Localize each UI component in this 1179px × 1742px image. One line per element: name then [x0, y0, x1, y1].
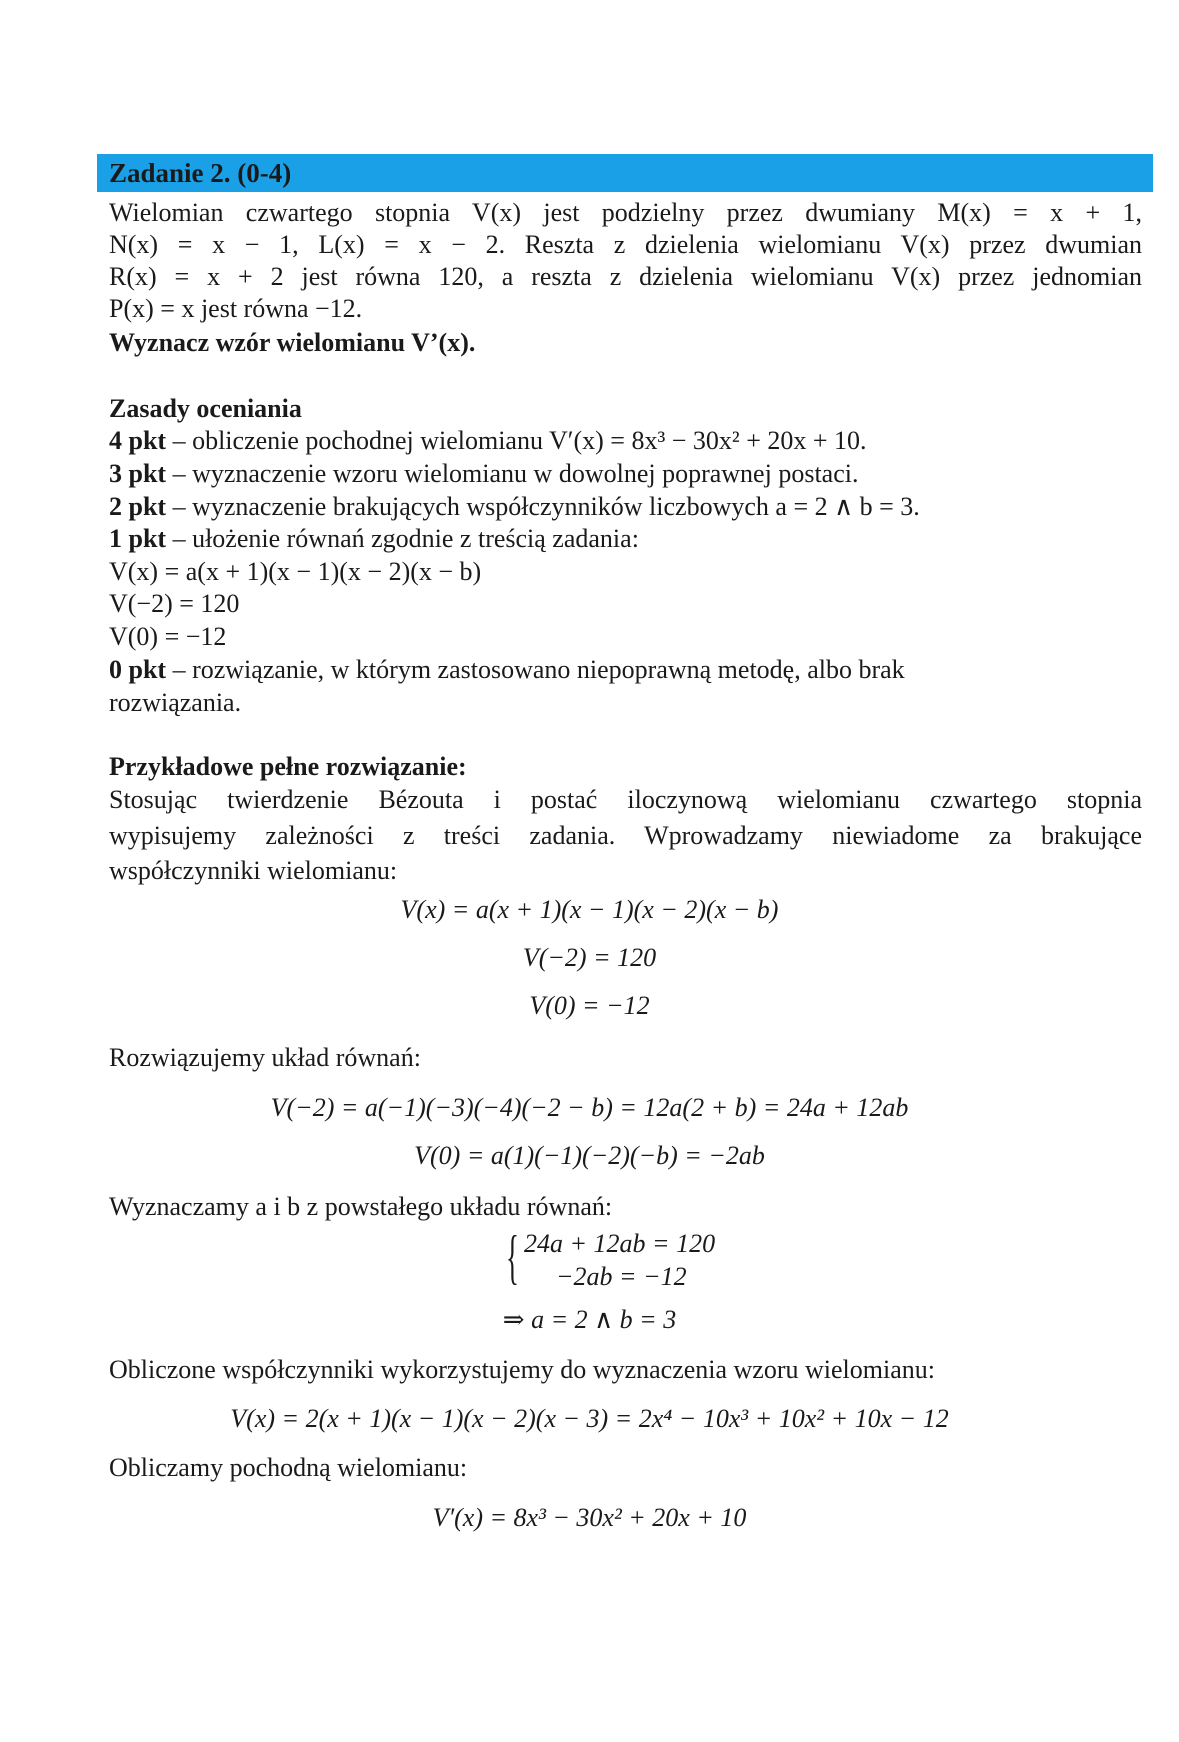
- system1-eq-3: V(0) = −12: [529, 991, 650, 1020]
- system2-eq-2: −2ab = −12: [556, 1262, 687, 1291]
- scoring-item-0-cont: rozwiązania.: [109, 688, 242, 717]
- task-line-4: P(x) = x jest równa −12.: [109, 294, 363, 323]
- scoring-item-0: [109, 655, 905, 685]
- calc-eq-2: V(0) = a(1)(−1)(−2)(−b) = −2ab: [414, 1141, 765, 1170]
- equation-system: [506, 1224, 766, 1299]
- solution-step-3: Obliczone współczynniki wykorzystujemy do wyznaczenia wzoru wielomianu:: [109, 1355, 935, 1384]
- solution-intro-3: współczynniki wielomianu:: [109, 856, 398, 885]
- system2-eq-1: 24a + 12ab = 120: [524, 1229, 716, 1258]
- solution-step-4: Obliczamy pochodną wielomianu:: [109, 1453, 468, 1482]
- task-line-1: Wielomian czwartego stopnia V(x) jest podzielny przez dwumiany M(x) = x + 1,: [109, 198, 1142, 227]
- brace-symbol: {: [506, 1224, 519, 1290]
- points-text: – obliczenie pochodnej wielomianu V′(x) = 8x³ − 30x² + 20x + 10.: [166, 426, 867, 455]
- scoring-heading: Zasady oceniania: [109, 394, 302, 423]
- points-text: – rozwiązanie, w którym zastosowano niepoprawną metodę, albo brak: [166, 655, 905, 684]
- scoring-equation-2: V(−2) = 120: [109, 589, 240, 618]
- solution-heading: Przykładowe pełne rozwiązanie:: [109, 752, 467, 781]
- calc-eq-1: V(−2) = a(−1)(−3)(−4)(−2 − b) = 12a(2 + b) = 24a + 12ab: [270, 1093, 909, 1122]
- task-instruction: Wyznacz wzór wielomianu V’(x).: [109, 328, 476, 357]
- scoring-item-3: [109, 459, 858, 489]
- scoring-item-1: [109, 524, 639, 554]
- task-line-2: N(x) = x − 1, L(x) = x − 2. Reszta z dzielenia wielomianu V(x) przez dwumian: [109, 230, 1142, 259]
- points-label: 2 pkt: [109, 492, 167, 521]
- points-label: 4 pkt: [109, 426, 167, 455]
- points-label: 0 pkt: [109, 655, 167, 684]
- scoring-equation-3: V(0) = −12: [109, 622, 227, 651]
- task-title: Zadanie 2. (0-4): [109, 158, 292, 188]
- points-label: 3 pkt: [109, 459, 167, 488]
- solution-step-1: Rozwiązujemy układ równań:: [109, 1043, 421, 1072]
- task-line-3: R(x) = x + 2 jest równa 120, a reszta z dzielenia wielomianu V(x) przez jednomian: [109, 262, 1142, 291]
- polynomial-formula: V(x) = 2(x + 1)(x − 1)(x − 2)(x − 3) = 2x⁴ − 10x³ + 10x² + 10x − 12: [230, 1404, 949, 1433]
- solution-result: ⇒ a = 2 ∧ b = 3: [502, 1305, 677, 1334]
- scoring-item-4: [109, 426, 867, 456]
- system1-eq-2: V(−2) = 120: [522, 943, 657, 972]
- points-text: – wyznaczenie brakujących współczynników liczbowych a = 2 ∧ b = 3.: [166, 492, 920, 521]
- solution-intro-2: wypisujemy zależności z treści zadania. Wprowadzamy niewiadome za brakujące: [109, 821, 1142, 850]
- scoring-item-2: [109, 492, 920, 522]
- points-text: – ułożenie równań zgodnie z treścią zadania:: [166, 524, 639, 553]
- derivative-formula: V′(x) = 8x³ − 30x² + 20x + 10: [432, 1503, 747, 1532]
- solution-intro-1: Stosując twierdzenie Bézouta i postać iloczynową wielomianu czwartego stopnia: [109, 785, 1142, 814]
- points-label: 1 pkt: [109, 524, 167, 553]
- solution-step-2: Wyznaczamy a i b z powstałego układu równań:: [109, 1192, 613, 1221]
- points-text: – wyznaczenie wzoru wielomianu w dowolnej poprawnej postaci.: [166, 459, 859, 488]
- scoring-equation-1: V(x) = a(x + 1)(x − 1)(x − 2)(x − b): [109, 557, 482, 586]
- task-header-bar: [97, 154, 1153, 192]
- system1-eq-1: V(x) = a(x + 1)(x − 1)(x − 2)(x − b): [400, 895, 779, 924]
